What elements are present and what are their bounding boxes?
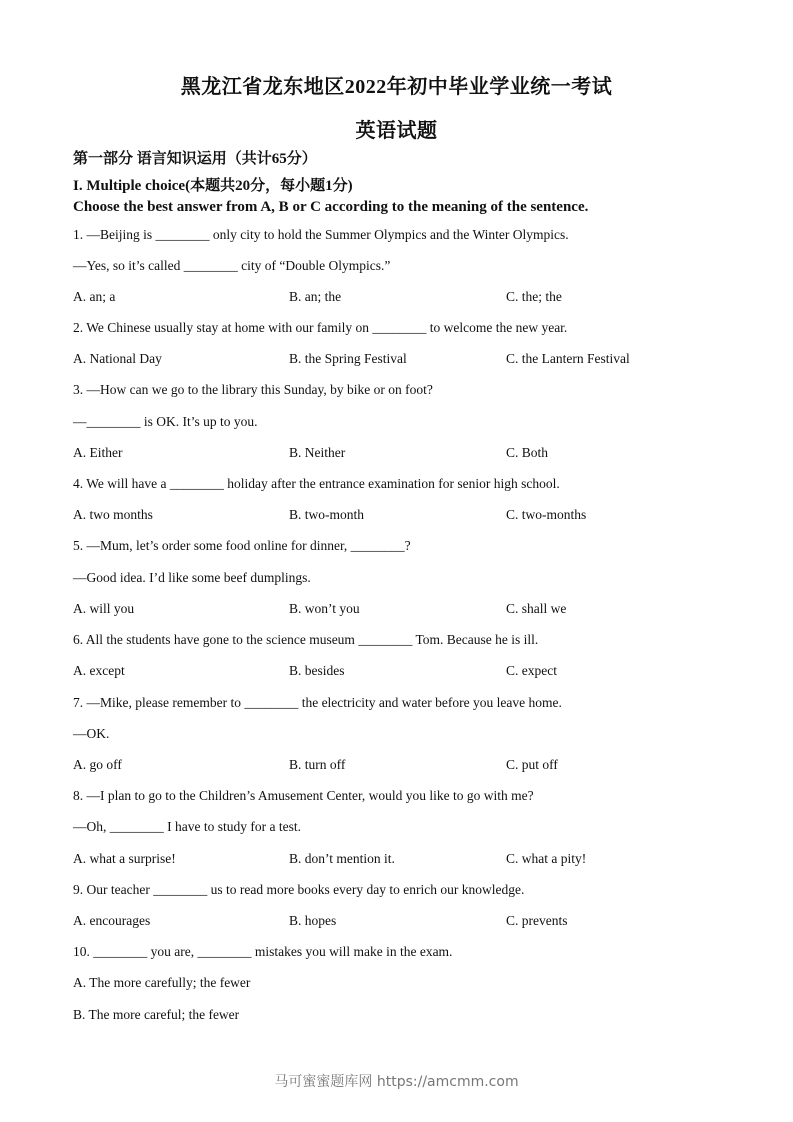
option-b: B. besides (289, 663, 345, 678)
option-a: A. Either (73, 445, 123, 460)
option-b: B. two-month (289, 507, 365, 522)
option-a: A. an; a (73, 289, 116, 304)
option-a: A. encourages (73, 913, 151, 928)
option-c: C. two-months (506, 507, 587, 522)
question-1-reply: —Yes, so it’s called ________ city of “Double Olympics.” (73, 258, 391, 273)
question-1-options (73, 289, 713, 309)
question-5-reply: —Good idea. I’d like some beef dumplings. (73, 570, 311, 585)
question-8-reply: —Oh, ________ I have to study for a test. (73, 819, 301, 834)
option-b: B. hopes (289, 913, 337, 928)
question-9: 9. Our teacher ________ us to read more books every day to enrich our knowledge. (73, 882, 525, 897)
question-5: 5. —Mum, let’s order some food online for dinner, ________? (73, 538, 411, 553)
option-c: C. the Lantern Festival (506, 351, 630, 366)
option-c: C. Both (506, 445, 549, 460)
question-6-options (73, 663, 713, 683)
option-a: A. two months (73, 507, 153, 522)
option-c: C. the; the (506, 289, 562, 304)
option-a: A. go off (73, 757, 122, 772)
question-2-options (73, 351, 713, 371)
option-b: B. the Spring Festival (289, 351, 407, 366)
question-9-options (73, 913, 713, 933)
question-7-options (73, 757, 713, 777)
question-4: 4. We will have a ________ holiday after the entrance examination for senior high school. (73, 476, 560, 491)
option-b: B. an; the (289, 289, 342, 304)
option-c: C. prevents (506, 913, 568, 928)
exam-title: 黑龙江省龙东地区2022年初中毕业学业统一考试 (180, 76, 613, 98)
question-10-option-b: B. The more careful; the fewer (73, 1007, 240, 1022)
option-c: C. shall we (506, 601, 567, 616)
question-1: 1. —Beijing is ________ only city to hold the Summer Olympics and the Winter Olympics. (73, 227, 569, 242)
option-c: C. what a pity! (506, 851, 587, 866)
part-heading: 第一部分 语言知识运用（共计65分） (73, 151, 317, 167)
question-8: 8. —I plan to go to the Children’s Amusement Center, would you like to go with me? (73, 788, 534, 803)
option-b: B. won’t you (289, 601, 360, 616)
question-3: 3. —How can we go to the library this Sunday, by bike or on foot? (73, 382, 433, 397)
option-a: A. what a surprise! (73, 851, 176, 866)
question-7-reply: —OK. (73, 726, 110, 741)
option-a: A. except (73, 663, 125, 678)
option-b: B. turn off (289, 757, 346, 772)
question-10-option-a: A. The more carefully; the fewer (73, 975, 251, 990)
question-2: 2. We Chinese usually stay at home with our family on ________ to welcome the new year. (73, 320, 568, 335)
option-c: C. put off (506, 757, 558, 772)
option-c: C. expect (506, 663, 557, 678)
question-3-options (73, 445, 713, 465)
question-5-options (73, 601, 713, 621)
instruction: Choose the best answer from A, B or C according to the meaning of the sentence. (73, 199, 589, 215)
question-7: 7. —Mike, please remember to ________ the electricity and water before you leave home. (73, 695, 562, 710)
option-a: A. will you (73, 601, 135, 616)
section-heading: I. Multiple choice(本题共20分，每小题1分) (73, 178, 353, 194)
option-b: B. don’t mention it. (289, 851, 395, 866)
question-4-options (73, 507, 713, 527)
question-6: 6. All the students have gone to the science museum ________ Tom. Because he is ill. (73, 632, 539, 647)
option-a: A. National Day (73, 351, 162, 366)
footer-watermark: 马可蜜蜜题库网 https://amcmm.com (274, 1074, 519, 1090)
question-3-reply: —________ is OK. It’s up to you. (73, 414, 258, 429)
question-8-options (73, 851, 713, 871)
option-b: B. Neither (289, 445, 346, 460)
question-10: 10. ________ you are, ________ mistakes you will make in the exam. (73, 944, 453, 959)
exam-subtitle: 英语试题 (355, 120, 438, 142)
